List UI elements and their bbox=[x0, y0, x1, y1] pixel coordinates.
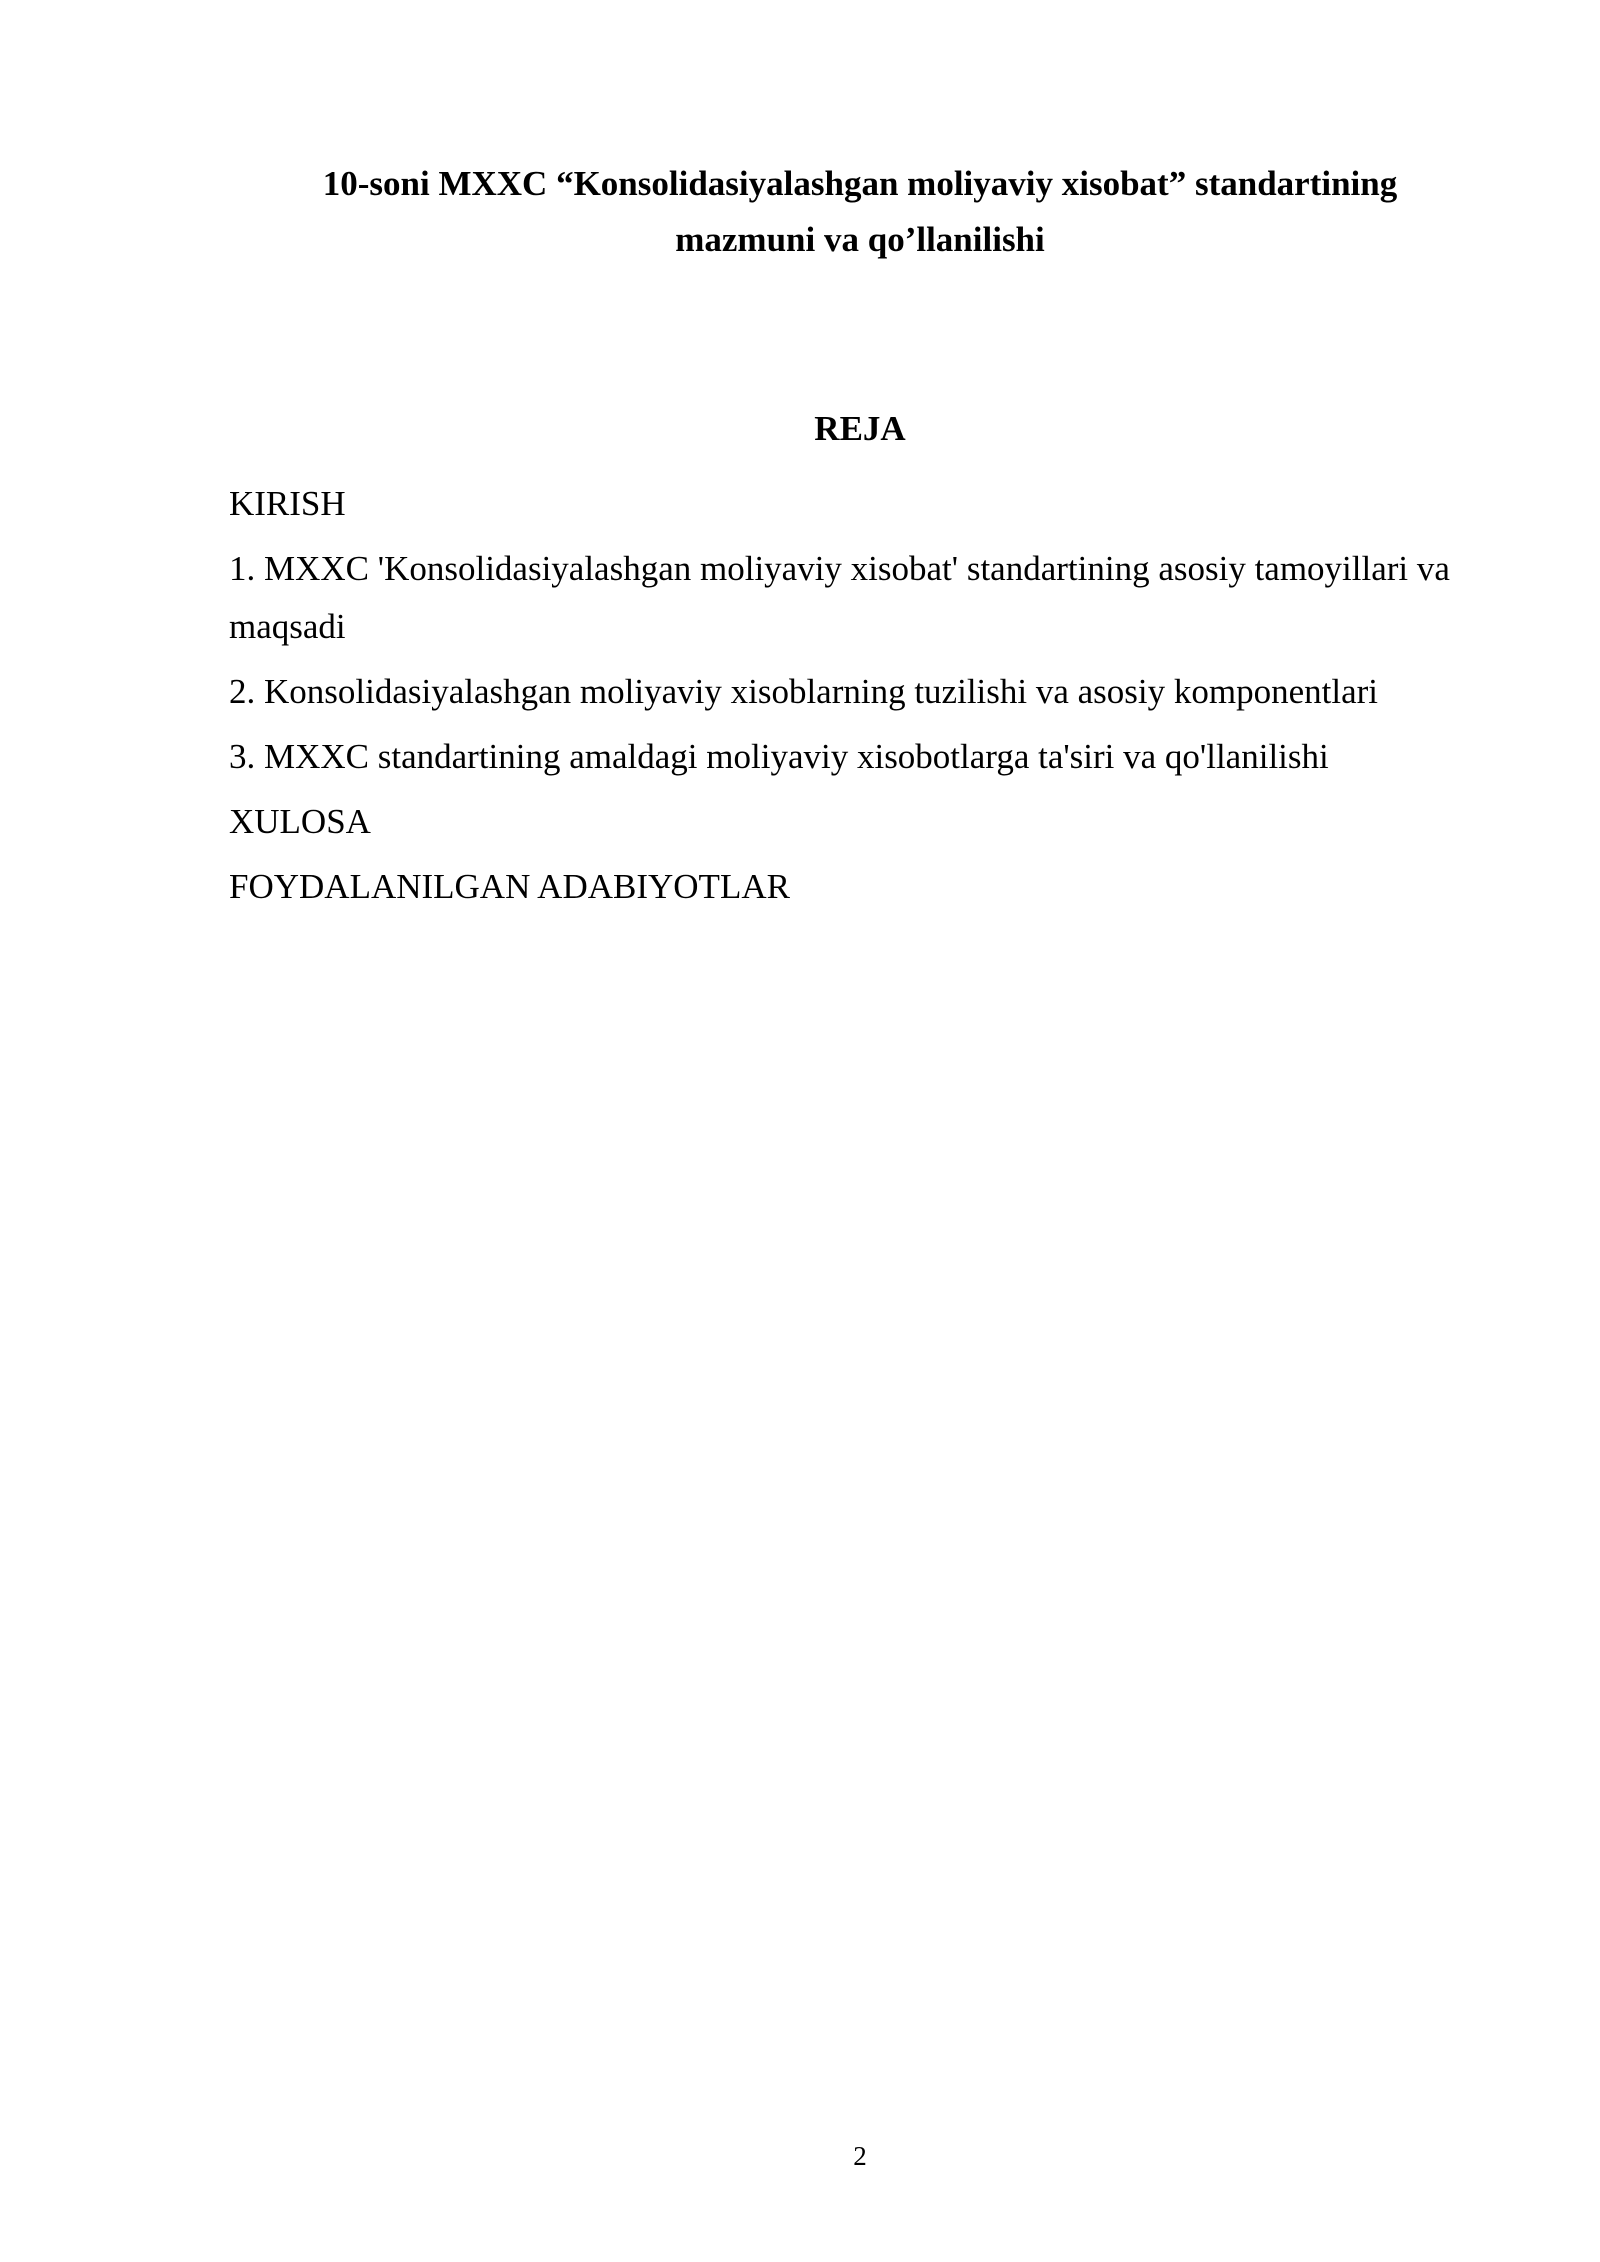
plan-item-conclusion: XULOSA bbox=[229, 802, 371, 841]
plan-item-introduction: KIRISH bbox=[229, 484, 346, 523]
plan-item-2: 2. Konsolidasiyalashgan moliyaviy xisoblarning tuzilishi va asosiy komponentlari bbox=[229, 672, 1379, 711]
plan-heading: REJA bbox=[814, 409, 906, 448]
document-title: 10-soni MXXC “Konsolidasiyalashgan moliyaviy xisobat” standartining mazmuni va qo’llanilishi bbox=[322, 164, 1398, 259]
plan-item-3: 3. MXXC standartining amaldagi moliyaviy xisobotlarga ta'siri va qo'llanilishi bbox=[229, 737, 1329, 776]
plan-item-references: FOYDALANILGAN ADABIYOTLAR bbox=[229, 867, 790, 906]
plan-list bbox=[229, 475, 1479, 923]
plan-item-1: 1. MXXC 'Konsolidasiyalashgan moliyaviy xisobat' standartining asosiy tamoyillari va maqsadi bbox=[229, 549, 1450, 646]
page-number: 2 bbox=[853, 2141, 867, 2171]
